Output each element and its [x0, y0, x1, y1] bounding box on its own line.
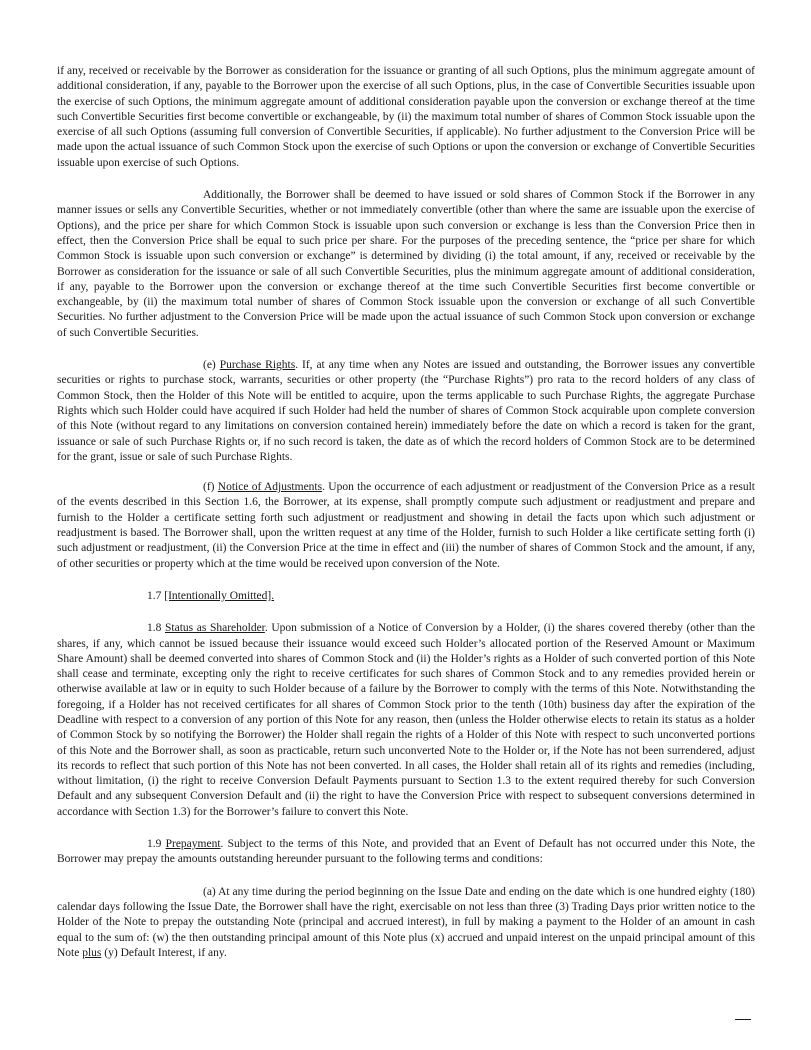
section-1-8-heading: Status as Shareholder [165, 622, 265, 635]
section-f-prefix: (f) [203, 481, 218, 494]
section-e-body: . If, at any time when any Notes are issued and outstanding, the Borrower issues any convertible securities or rights to purchase stock, warrants, securities or other property (the “Purchase Rights”) pro rata to the record holders of any class of Common Stock, then the Holder of this Note will be entitled to acquire, upon the terms applicable to such Purchase Rights, the aggregate Purchase Rights which such Holder could have acquired if such Holder had held the number of shares of Common Stock acquirable upon complete conversion of this Note (without regard to any limitations on conversion contained herein) immediately before the date on which a record is taken for the grant, issuance or sale of such Purchase Rights or, if no such record is taken, the date as of which the record holders of Common Stock are to be determined for the grant, issue or sale of such Purchase Rights. [57, 359, 756, 463]
section-e-purchase-rights [57, 358, 755, 465]
margin-rule [735, 1019, 751, 1020]
section-e-heading: Purchase Rights [219, 359, 296, 372]
section-1-9-a-tail: (y) Default Interest, if any. [101, 946, 227, 959]
document-page [57, 64, 755, 961]
section-e-prefix: (e) [203, 359, 220, 372]
section-1-7-heading: [Intentionally Omitted]. [164, 589, 275, 602]
section-1-9-heading: Prepayment [165, 838, 221, 851]
section-1-7-prefix: 1.7 [147, 589, 165, 602]
section-1-9-prepayment [57, 837, 755, 868]
section-1-8-prefix: 1.8 [147, 622, 165, 635]
section-1-8-status-as-shareholder [57, 621, 755, 820]
section-f-notice-of-adjustments [57, 480, 755, 572]
paragraph-options-continuation: if any, received or receivable by the Borrower as consideration for the issuance or granting of all such Options, plus the minimum aggregate amount of additional consideration, if any, payable to the Borrower upon the exercise of all such Options, plus, in the case of Convertible Securities issuable upon the exercise of such Options, the minimum aggregate amount of additional consideration payable upon the conversion or exchange thereof at the time such Convertible Securities first become convertible or exchangeable, by (ii) the maximum total number of shares of Common Stock issuable upon the exercise of all such Options (assuming full conversion of Convertible Securities, if applicable). No further adjustment to the Conversion Price will be made upon the actual issuance of such Common Stock upon the exercise of such Options or upon the conversion or exchange of Convertible Securities issuable upon exercise of such Options. [57, 65, 755, 169]
section-f-heading: Notice of Adjustments [217, 481, 323, 494]
section-1-9-body: . Subject to the terms of this Note, and provided that an Event of Default has not occurred under this Note, the Borrower may prepay the amounts outstanding hereunder pursuant to the following terms and conditions: [57, 838, 756, 866]
section-1-8-body: . Upon submission of a Notice of Conversion by a Holder, (i) the shares covered thereby (other than the shares, if any, which cannot be issued because their issuance would exceed such Holder’s allocated portion of the Reserved Amount or Maximum Share Amount) shall be deemed converted into shares of Common Stock and (ii) the Holder’s rights as a Holder of such converted portion of this Note shall cease and terminate, excepting only the right to receive certificates for such shares of Common Stock and to any remedies provided herein or otherwise available at law or in equity to such Holder because of a failure by the Borrower to comply with the terms of this Note. Notwithstanding the foregoing, if a Holder has not received certificates for all shares of Common Stock prior to the tenth (10th) business day after the expiration of the Deadline with respect to a conversion of any portion of this Note for any reason, then (unless the Holder otherwise elects to retain its status as a holder of Common Stock by so notifying the Borrower) the Holder shall regain the rights of a Holder of this Note with respect to such unconverted portions of this Note and the Borrower shall, as soon as practicable, return such unconverted Note to the Holder or, if the Note has not been surrendered, adjust its records to reflect that such portion of this Note has not been converted. In all cases, the Holder shall retain all of its rights and remedies (including, without limitation, (i) the right to receive Conversion Default Payments pursuant to Section 1.3 to the extent required thereby for such Conversion Default and any subsequent Conversion Default and (ii) the right to have the Conversion Price with respect to subsequent conversions determined in accordance with Section 1.3) for the Borrower’s failure to convert this Note. [57, 622, 755, 818]
section-1-9-a-plus: plus [82, 946, 102, 959]
section-1-9-a-body: (a) At any time during the period beginning on the Issue Date and ending on the date which is one hundred eighty (180) calendar days following the Issue Date, the Borrower shall have the right, exercisable on not less than three (3) Trading Days prior written notice to the Holder of the Note to prepay the outstanding Note (principal and accrued interest), in full by making a payment to the Holder of an amount in cash equal to the sum of: (w) the then outstanding principal amount of this Note plus (x) accrued and unpaid interest on the unpaid principal amount of this Note [57, 885, 755, 959]
section-1-9-prefix: 1.9 [147, 838, 166, 851]
section-1-9-a [57, 885, 755, 961]
paragraph-additionally: Additionally, the Borrower shall be deemed to have issued or sold shares of Common Stock if the Borrower in any manner issues or sells any Convertible Securities, whether or not immediately convertible (other than where the same are issuable upon the exercise of Options), and the price per share for which Common Stock is issuable upon such conversion or exchange is less than the Conversion Price then in effect, then the Conversion Price shall be equal to such price per share. For the purposes of the preceding sentence, the “price per share for which Common Stock is issuable upon such conversion or exchange” is determined by dividing (i) the total amount, if any, received or receivable by the Borrower as consideration for the issuance or sale of all such Convertible Securities, plus the minimum aggregate amount of additional consideration, if any, payable to the Borrower upon the conversion or exchange thereof at the time such Convertible Securities first become convertible or exchangeable, by (ii) the maximum total number of shares of Common Stock issuable upon the conversion or exchange of all such Convertible Securities. No further adjustment to the Conversion Price will be made upon the actual issuance of such Common Stock upon conversion or exchange of such Convertible Securities. [57, 189, 755, 339]
section-1-7 [57, 589, 755, 604]
section-f-body: . Upon the occurrence of each adjustment or readjustment of the Conversion Price as a result of the events described in this Section 1.6, the Borrower, at its expense, shall promptly compute such adjustment or readjustment and prepare and furnish to the Holder a certificate setting forth such adjustment or readjustment and showing in detail the facts upon which such adjustment or readjustment is based. The Borrower shall, upon the written request at any time of the Holder, furnish to such Holder a like certificate setting forth (i) such adjustment or readjustment, (ii) the Conversion Price at the time in effect and (iii) the number of shares of Common Stock and the amount, if any, of other securities or property which at the time would be received upon conversion of the Note. [57, 481, 755, 570]
